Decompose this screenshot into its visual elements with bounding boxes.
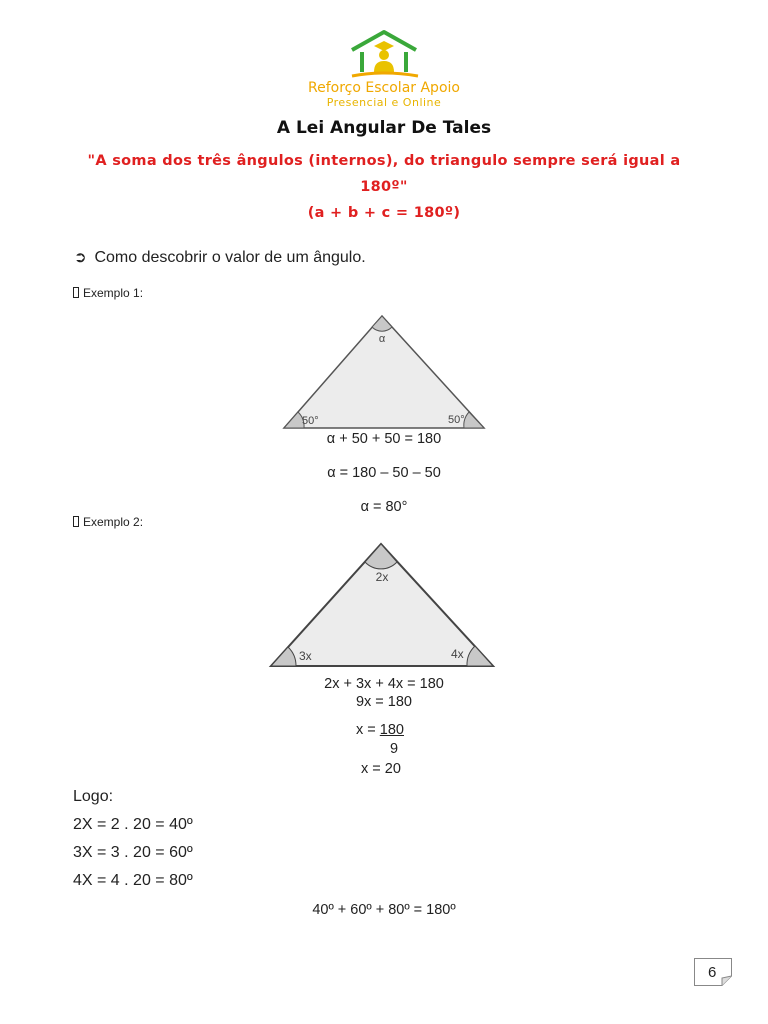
conclusion-line-2: 3X = 3 . 20 = 60º — [73, 844, 193, 861]
angle-3x-label: 3x — [299, 649, 312, 663]
page-title: A Lei Angular De Tales — [276, 118, 492, 138]
conclusion-label: Logo: — [73, 788, 114, 805]
law-line-1: "A soma dos três ângulos (internos), do triangulo sempre será igual a — [87, 153, 681, 169]
section-heading — [74, 248, 366, 267]
logo — [346, 28, 422, 80]
angle-left-label: 50° — [302, 415, 319, 427]
angle-4x-label: 4x — [451, 647, 464, 661]
example-2-eq-3 — [356, 722, 404, 738]
fraction-denominator: 9 — [390, 741, 399, 757]
example-2-label: Exemplo 2: — [73, 515, 143, 529]
example-1-eq-3: α = 80° — [360, 499, 408, 515]
example-2-eq-1: 2x + 3x + 4x = 180 — [324, 676, 444, 692]
fraction-lhs: x = — [356, 722, 376, 738]
example-1-eq-2: α = 180 – 50 – 50 — [327, 465, 441, 481]
bullet-box-icon — [73, 287, 79, 298]
arrow-right-icon: ➲ — [74, 249, 87, 266]
example-1-label: Exemplo 1: — [73, 286, 143, 300]
page-number: 6 — [708, 964, 717, 981]
law-line-3: (a + b + c = 180º) — [307, 205, 461, 221]
school-house-logo-icon — [346, 28, 422, 80]
bullet-box-icon — [73, 516, 79, 527]
example-2-eq-2: 9x = 180 — [355, 694, 413, 710]
section-heading-text: Como descobrir o valor de um ângulo. — [94, 249, 366, 266]
conclusion-line-1: 2X = 2 . 20 = 40º — [73, 816, 193, 833]
angle-2x-label: 2x — [375, 570, 389, 584]
triangle-2 — [268, 540, 498, 670]
conclusion-line-3: 4X = 4 . 20 = 80º — [73, 872, 193, 889]
angle-alpha-label: α — [378, 333, 386, 345]
conclusion-sum: 40º + 60º + 80º = 180º — [312, 902, 456, 918]
triangle-1 — [280, 312, 488, 434]
fraction-numerator: 180 — [379, 722, 404, 738]
page-number-box — [694, 958, 732, 986]
brand-line-2: Presencial e Online — [326, 96, 442, 109]
example-2-eq-4: x = 20 — [361, 761, 401, 777]
brand-line-1: Reforço Escolar Apoio — [308, 80, 460, 96]
angle-right-label: 50° — [448, 414, 465, 426]
example-1-eq-1: α + 50 + 50 = 180 — [326, 431, 442, 447]
law-line-2: 180º" — [360, 179, 408, 195]
